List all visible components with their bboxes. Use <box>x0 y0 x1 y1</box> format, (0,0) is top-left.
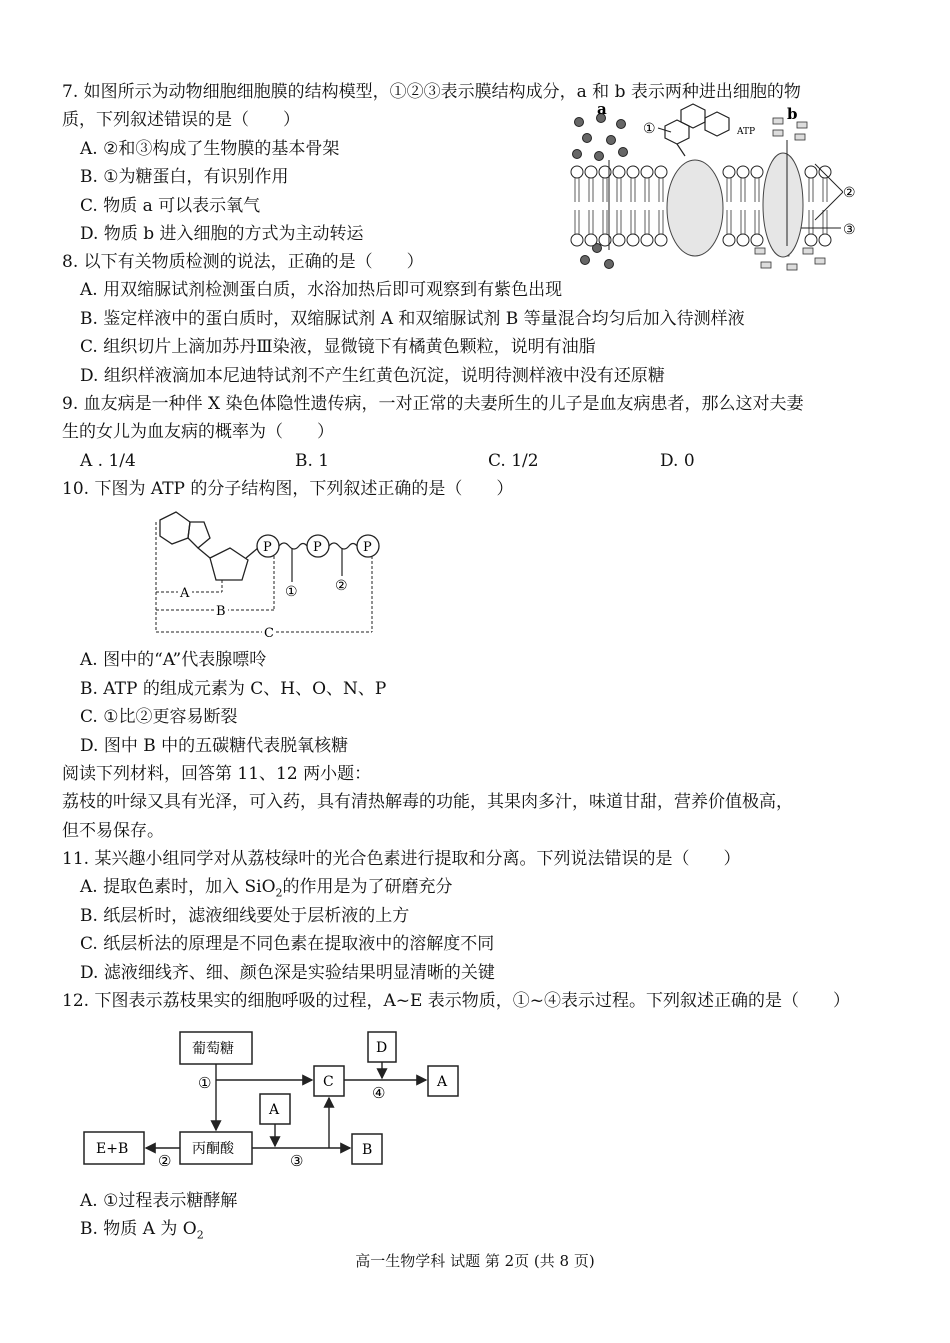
q9-option-d: D. 0 <box>660 451 695 471</box>
b-label: B <box>362 1142 373 1158</box>
q7-option-c: C. 物质 a 可以表示氧气 <box>80 196 261 216</box>
q11-option-a-subscript: 2 <box>275 886 283 900</box>
label-process-1: ① <box>198 1074 212 1092</box>
q9-option-c: C. 1/2 <box>488 451 539 471</box>
atp-label-1: ① <box>285 584 298 600</box>
atp-p1: P <box>263 540 272 555</box>
q9-stem-line2: 生的女儿为血友病的概率为（ ） <box>62 422 334 442</box>
label-b: b <box>787 105 798 123</box>
c-label: C <box>323 1074 334 1090</box>
q9-option-b: B. 1 <box>295 451 330 471</box>
atp-p2: P <box>313 540 322 555</box>
atp-label-A: A <box>180 586 190 601</box>
d-label: D <box>376 1040 388 1056</box>
q12-option-b <box>80 1218 204 1246</box>
label-3: ③ <box>843 222 856 238</box>
respiration-flow-figure <box>80 1028 470 1173</box>
page-footer: 高一生物学科 试题 第 2页 (共 8 页) <box>355 1252 595 1270</box>
q8-option-b: B. 鉴定样液中的蛋白质时，双缩脲试剂 A 和双缩脲试剂 B 等量混合均匀后加入待测样液 <box>80 309 745 329</box>
label-process-3: ③ <box>290 1152 304 1170</box>
q7-stem-line2: 质，下列叙述错误的是（ ） <box>62 110 300 130</box>
q11-stem: 11. 某兴趣小组同学对从荔枝绿叶的光合色素进行提取和分离。下列说法错误的是（ ） <box>62 849 741 869</box>
q9-option-a: A . 1/4 <box>80 451 136 471</box>
q10-stem: 10. 下图为 ATP 的分子结构图，下列叙述正确的是（ ） <box>62 479 514 499</box>
material-text-line2: 但不易保存。 <box>62 821 164 841</box>
q12-option-a: A. ①过程表示糖酵解 <box>80 1191 238 1211</box>
material-intro: 阅读下列材料，回答第 11、12 两小题： <box>62 764 372 784</box>
atp-label-C: C <box>264 626 274 638</box>
glucose-label: 葡萄糖 <box>192 1041 234 1057</box>
q8-option-c: C. 组织切片上滴加苏丹Ⅲ染液，显微镜下有橘黄色颗粒，说明有油脂 <box>80 337 596 357</box>
eb-label: E+B <box>96 1141 129 1157</box>
atp-p3: P <box>363 540 372 555</box>
q10-option-d: D. 图中 B 中的五碳糖代表脱氧核糖 <box>80 736 349 756</box>
q10-option-c: C. ①比②更容易断裂 <box>80 707 238 727</box>
atp-structure-figure <box>150 508 390 638</box>
label-a: a <box>597 100 607 118</box>
q12-option-b-text: B. 物质 A 为 O <box>80 1219 197 1239</box>
q8-option-a: A. 用双缩脲试剂检测蛋白质，水浴加热后即可观察到有紫色出现 <box>80 280 563 300</box>
q9-stem-line1: 9. 血友病是一种伴 X 染色体隐性遗传病，一对正常的夫妻所生的儿子是血友病患者，那么这对夫妻 <box>62 394 804 414</box>
q10-option-a: A. 图中的“A”代表腺嘌呤 <box>80 650 267 670</box>
atp-label-B: B <box>216 604 226 619</box>
label-atp: ATP <box>737 127 756 137</box>
q12-stem: 12. 下图表示荔枝果实的细胞呼吸的过程，A~E 表示物质，①~④表示过程。下列叙述正确的是（ ） <box>62 991 851 1011</box>
label-process-2: ② <box>158 1152 172 1170</box>
q11-option-c: C. 纸层析法的原理是不同色素在提取液中的溶解度不同 <box>80 934 495 954</box>
q11-option-b: B. 纸层析时，滤液细线要处于层析液的上方 <box>80 906 410 926</box>
q10-option-b: B. ATP 的组成元素为 C、H、O、N、P <box>80 679 387 699</box>
q11-option-a-tail: 的作用是为了研磨充分 <box>282 877 453 897</box>
material-text-line1: 荔枝的叶绿又具有光泽，可入药，具有清热解毒的功能，其果肉多汁，味道甘甜，营养价值极高， <box>62 792 793 812</box>
q12-option-b-subscript: 2 <box>196 1228 204 1242</box>
q8-stem: 8. 以下有关物质检测的说法，正确的是（ ） <box>62 252 424 272</box>
q7-stem-line1: 7. 如图所示为动物细胞细胞膜的结构模型，①②③表示膜结构成分，a 和 b 表示两种进出细胞的物 <box>62 82 801 102</box>
q11-option-d: D. 滤液细线齐、细、颜色深是实验结果明显清晰的关键 <box>80 963 495 983</box>
atp-label-2: ② <box>335 578 348 594</box>
label-2: ② <box>843 185 856 201</box>
a-right-label: A <box>437 1074 448 1090</box>
q7-option-b: B. ①为糖蛋白，有识别作用 <box>80 167 289 187</box>
label-1: ① <box>643 121 656 137</box>
q7-option-a: A. ②和③构成了生物膜的基本骨架 <box>80 139 340 159</box>
q7-option-d: D. 物质 b 进入细胞的方式为主动转运 <box>80 224 364 244</box>
a-mid-label: A <box>269 1102 280 1118</box>
label-process-4: ④ <box>372 1084 386 1102</box>
q8-option-d: D. 组织样液滴加本尼迪特试剂不产生红黄色沉淀，说明待测样液中没有还原糖 <box>80 366 665 386</box>
q11-option-a <box>80 876 453 904</box>
pyruvate-label: 丙酮酸 <box>192 1141 234 1157</box>
cell-membrane-figure <box>565 100 870 278</box>
q11-option-a-text: A. 提取色素时，加入 SiO <box>80 877 276 897</box>
